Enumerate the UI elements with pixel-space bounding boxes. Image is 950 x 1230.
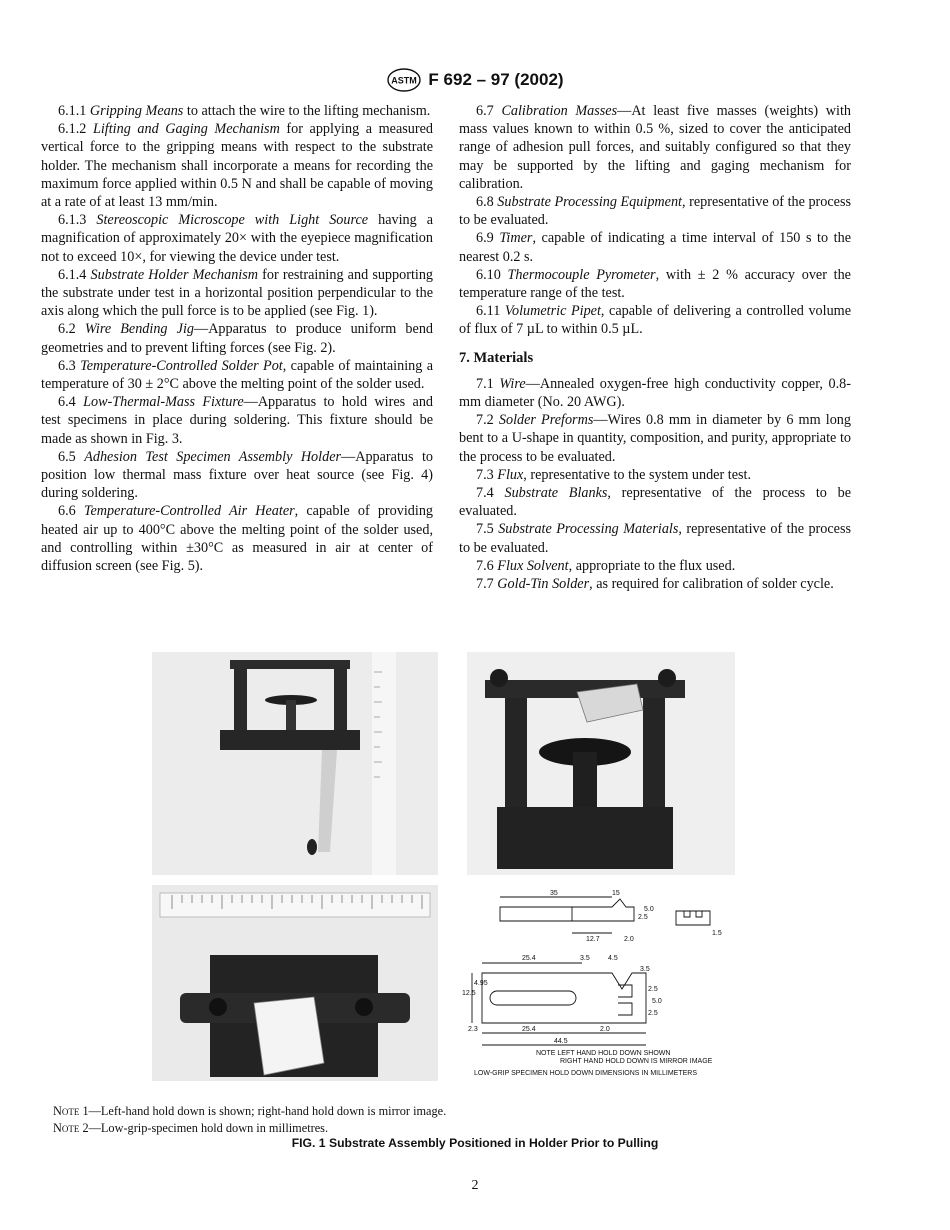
svg-text:RIGHT HAND HOLD DOWN IS MIRROR: RIGHT HAND HOLD DOWN IS MIRROR IMAGE <box>560 1058 713 1065</box>
paragraph: 6.1.3 Stereoscopic Microscope with Light Source having a magnification of approximately 20× with the eyepiece magnification not to exceed 10×, for viewing the device under test. <box>41 212 434 265</box>
svg-text:5.0: 5.0 <box>652 998 662 1005</box>
photo-holder-top-view <box>152 885 438 1081</box>
paragraph: 6.1.1 Gripping Means to attach the wire to the lifting mechanism. <box>58 103 431 119</box>
paragraph: 6.2 Wire Bending Jig—Apparatus to produce uniform bend geometries and to prevent lifting forces (see Fig. 2). <box>41 321 434 356</box>
svg-text:3.5: 3.5 <box>580 955 590 962</box>
photo-holder-front-view <box>152 652 438 875</box>
svg-text:25.4: 25.4 <box>522 1026 536 1033</box>
svg-text:2.0: 2.0 <box>624 936 634 943</box>
svg-text:ASTM: ASTM <box>391 75 418 86</box>
note-2: Note 2—Low-grip-specimen hold down in millimetres. <box>53 1121 329 1135</box>
svg-text:2.5: 2.5 <box>638 914 648 921</box>
paragraph: 7.1 Wire—Annealed oxygen-free high conductivity copper, 0.8-mm diameter (No. 20 AWG). <box>459 375 852 411</box>
paragraph: 6.11 Volumetric Pipet, capable of delivering a controlled volume of flux of 7 µL to within 0.5 µL. <box>459 303 851 338</box>
paragraph: 6.10 Thermocouple Pyrometer, with ± 2 % accuracy over the temperature range of the test. <box>459 266 851 302</box>
paragraph: 6.5 Adhesion Test Specimen Assembly Holder—Apparatus to position low thermal mass fixture over heat source (see Fig. 4) during soldering. <box>41 448 433 502</box>
paragraph: 6.1.4 Substrate Holder Mechanism for restraining and supporting the substrate under test in a horizontal position perpendicular to the axis along which the pull force is to be applied (see Fig. 1). <box>41 266 434 320</box>
svg-text:LOW-GRIP SPECIMEN HOLD DOWN D: LOW-GRIP SPECIMEN HOLD DOWN DIMENSIONS IN MILLIMETERS <box>474 1070 697 1077</box>
paragraph: 7.7 Gold-Tin Solder, as required for calibration of solder cycle. <box>476 576 834 593</box>
paragraph: 7.5 Substrate Processing Materials, representative of the process to be evaluated. <box>459 521 852 556</box>
page-number: 2 <box>471 1178 479 1193</box>
note-1: Note 1—Left-hand hold down is shown; right-hand hold down is mirror image. <box>53 1104 447 1118</box>
paragraph: 7.6 Flux Solvent, appropriate to the flux used. <box>476 557 736 574</box>
svg-text:2.5: 2.5 <box>648 986 658 993</box>
section-heading: 7. Materials <box>459 349 534 366</box>
svg-text:4.5: 4.5 <box>608 955 618 962</box>
astm-logo <box>386 67 422 93</box>
paragraph: 6.6 Temperature-Controlled Air Heater, capable of providing heated air up to 400°C above the melting point of the solder used, and controlling within ±30°C as measured in air at center of diffusion screen (see Fig. 5). <box>41 503 434 575</box>
svg-text:2.5: 2.5 <box>648 1010 658 1017</box>
figure-caption: FIG. 1 Substrate Assembly Positioned in Holder Prior to Pulling <box>291 1136 659 1150</box>
figure-notes <box>53 1103 913 1137</box>
paragraph: 6.9 Timer, capable of indicating a time interval of 150 s to the nearest 0.2 s. <box>459 230 851 265</box>
paragraph: 6.3 Temperature-Controlled Solder Pot, capable of maintaining a temperature of 30 ± 2°C above the melting point of the solder used. <box>41 357 433 393</box>
svg-text:12.5: 12.5 <box>462 990 476 997</box>
svg-text:44.5: 44.5 <box>554 1038 568 1045</box>
left-column <box>41 102 433 575</box>
svg-text:1.5: 1.5 <box>712 930 722 937</box>
page-header <box>0 66 950 94</box>
paragraph: 7.2 Solder Preforms—Wires 0.8 mm in diameter by 6 mm long bent to a U-shape in quantity, composition, and purity, appropriate to the process to be evaluated. <box>459 412 851 465</box>
hold-down-dimension-drawing <box>462 885 740 1085</box>
svg-text:35: 35 <box>550 890 558 897</box>
paragraph: 6.4 Low-Thermal-Mass Fixture—Apparatus to hold wires and test specimens in place during soldering. This fixture should be made as shown in Fig. 3. <box>41 394 434 447</box>
right-column <box>459 102 851 593</box>
photo-holder-side-view <box>467 652 735 875</box>
paragraph: 6.8 Substrate Processing Equipment, representative of the process to be evaluated. <box>459 194 852 229</box>
document-id: F 692 – 97 (2002) <box>428 70 564 89</box>
svg-text:5.0: 5.0 <box>644 906 654 913</box>
svg-text:4.95: 4.95 <box>474 980 488 987</box>
svg-text:3.5: 3.5 <box>640 966 650 973</box>
paragraph: 6.7 Calibration Masses—At least five masses (weights) with mass values known to within 0.5 %, sized to cover the anticipated range of adhesion pull forces, and suitably configured so that they may be supported by the lifting and gaging mechanism for calibration. <box>459 103 852 192</box>
svg-text:NOTE LEFT HAND HOLD DOWN SHO: NOTE LEFT HAND HOLD DOWN SHOWN <box>536 1050 671 1057</box>
paragraph: 6.1.2 Lifting and Gaging Mechanism for applying a measured vertical force to the gripping means with respect to the substrate holder. The mechanism shall incorporate a means for recording the maximum force applied within 0.5 N and shall be capable of moving at a rate of at least 13 mm/min. <box>41 121 433 211</box>
paragraph: 7.4 Substrate Blanks, representative of the process to be evaluated. <box>459 485 851 520</box>
paragraph: 7.3 Flux, representative to the system under test. <box>476 466 752 483</box>
svg-text:25.4: 25.4 <box>522 955 536 962</box>
svg-text:2.3: 2.3 <box>468 1026 478 1033</box>
svg-text:2.0: 2.0 <box>600 1026 610 1033</box>
svg-text:12.7: 12.7 <box>586 936 600 943</box>
svg-text:15: 15 <box>612 890 620 897</box>
